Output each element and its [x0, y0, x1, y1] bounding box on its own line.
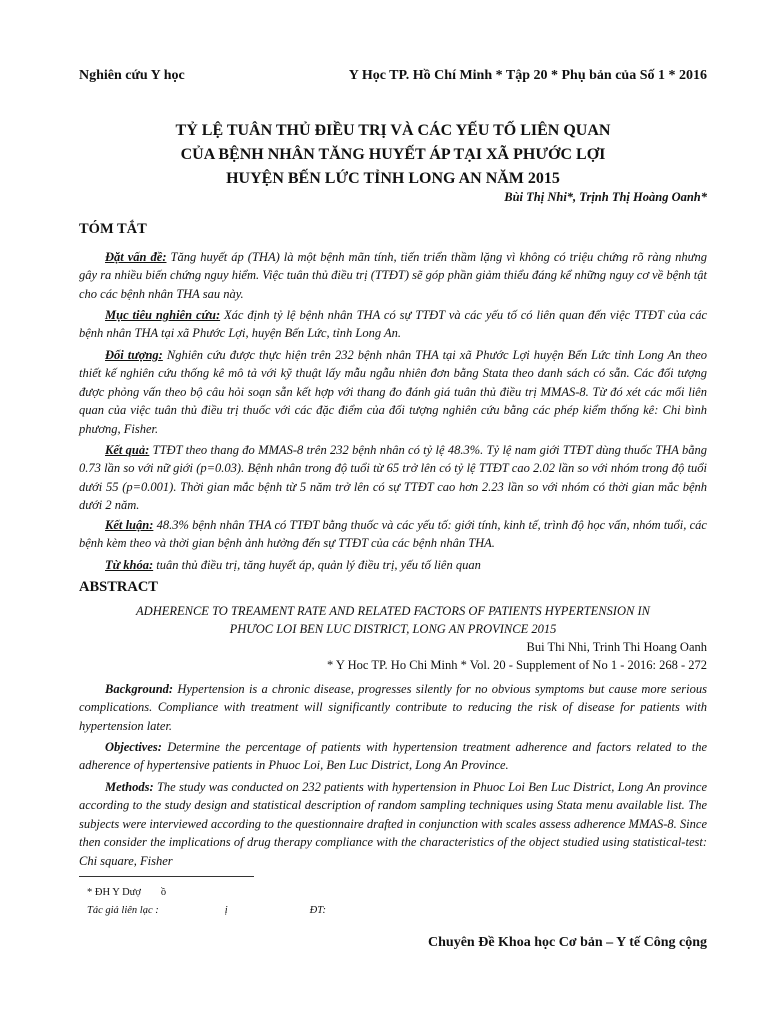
label-doi-tuong: Đối tượng: [105, 348, 163, 362]
english-authors: Bui Thi Nhi, Trinh Thi Hoang Oanh [526, 640, 707, 654]
paragraph-doi-tuong [79, 346, 707, 438]
author-list: Bùi Thị Nhi*, Trịnh Thị Hoàng Oanh* [504, 190, 707, 204]
label-ket-luan: Kết luận: [105, 518, 154, 532]
paragraph-dat-van-de [79, 248, 707, 303]
text-tu-khoa: tuân thủ điều trị, tăng huyết áp, quản lý điều trị, yếu tố liên quan [153, 558, 481, 572]
paragraph-ket-luan [79, 516, 707, 553]
english-title-line-1: ADHERENCE TO TREAMENT RATE AND RELATED FACTORS OF PATIENTS HYPERTENSION IN [136, 604, 650, 618]
footnote-rule [79, 876, 254, 877]
article-title [79, 119, 707, 191]
text-dat-van-de: Tăng huyết áp (THA) là một bệnh mãn tính, tiến triển thầm lặng vì không có triệu chứng rõ ràng nhưng gây ra nhiều biến chứng nguy hiểm. Việc tuân thủ điều trị (TTĐT) sẽ góp phần giảm thiểu đáng kể những nguy cơ về bệnh tật cho các bệnh nhân THA sau này. [79, 250, 707, 301]
text-ket-qua: TTĐT theo thang đo MMAS-8 trên 232 bệnh nhân có tỷ lệ 48.3%. Tỷ lệ nam giới TTĐT dùng thuốc THA bằng 0.73 lần so với nữ giới (p=0.03). Bệnh nhân trong độ tuổi từ 65 trở lên có tỷ lệ TTĐT cao 2.02 lần so với nhóm trong độ tuổi dưới 55 (p=0.001). Thời gian mắc bệnh từ 5 năm trở lên có sự TTĐT cao hơn 2.23 lần so với nhóm có thời gian mắc bệnh dưới 2 năm. [79, 443, 707, 513]
text-methods: The study was conducted on 232 patients with hypertension in Phuoc Loi Ben Luc District, Long An province according to the study design and statistical description of random sampling techniques using Stata menu available list. The subjects were interviewed according to the questionnaire drafted in conjunction with scales assess adherence MMAS-8. Since then consider the implications of drug therapy compliance with the characteristics of the object studied using statistical-test: Chi square, Fisher [79, 780, 707, 868]
footnote-contact-a: Tác giả liên lạc : [87, 905, 159, 916]
paragraph-background [79, 680, 707, 735]
label-background: Background: [105, 682, 174, 696]
footnote-affiliation [87, 887, 166, 898]
footnote-contact [87, 905, 326, 916]
paragraph-muc-tieu [79, 306, 707, 343]
footnote-affiliation-b: ồ [160, 887, 167, 898]
footnote-contact-b: ị [224, 905, 228, 916]
label-muc-tieu: Mục tiêu nghiên cứu: [105, 308, 221, 322]
paragraph-ket-qua [79, 441, 707, 515]
english-citation: * Y Hoc TP. Ho Chi Minh * Vol. 20 - Supplement of No 1 - 2016: 268 - 272 [327, 658, 707, 672]
running-footer: Chuyên Đề Khoa học Cơ bản – Y tế Công cộng [428, 935, 707, 950]
text-objectives: Determine the percentage of patients with hypertension treatment adherence and factors related to the adherence of hypertensive patients in Phuoc Loi, Ben Luc District, Long An Province. [79, 740, 707, 773]
abstract-heading: ABSTRACT [79, 579, 158, 595]
paragraph-methods [79, 778, 707, 870]
label-tu-khoa: Từ khóa: [105, 558, 154, 572]
text-muc-tieu: Xác định tỷ lệ bệnh nhân THA có sự TTĐT và các yếu tố có liên quan đến việc TTĐT của các bệnh nhân THA tại xã Phước Lợi, huyện Bến Lức, tỉnh Long An. [79, 308, 707, 341]
english-title-line-2: PHƯOC LOI BEN LUC DISTRICT, LONG AN PROVINCE 2015 [229, 622, 557, 637]
label-dat-van-de: Đặt vấn đề: [105, 250, 167, 264]
header-left: Nghiên cứu Y học [79, 68, 185, 83]
paragraph-tu-khoa [79, 556, 707, 574]
title-line-1: TỶ LỆ TUÂN THỦ ĐIỀU TRỊ VÀ CÁC YẾU TỐ LIÊN QUAN [175, 122, 611, 139]
title-line-3: HUYỆN BẾN LỨC TỈNH LONG AN NĂM 2015 [226, 170, 560, 187]
title-line-2: CỦA BỆNH NHÂN TĂNG HUYẾT ÁP TẠI XÃ PHƯỚC LỢI [180, 146, 606, 163]
tomtat-heading: TÓM TẮT [79, 221, 147, 237]
text-ket-luan: 48.3% bệnh nhân THA có TTĐT bằng thuốc và các yếu tố: giới tính, kinh tế, trình độ học vấn, nhóm tuổi, các bệnh kèm theo và thời gian bệnh ảnh hưởng đến sự TTĐT của các bệnh nhân THA. [79, 518, 707, 551]
footnote-contact-c: ĐT: [309, 905, 327, 916]
english-title [79, 602, 707, 639]
paragraph-objectives [79, 738, 707, 775]
running-header [79, 68, 707, 84]
label-ket-qua: Kết quả: [105, 443, 150, 457]
header-right: Y Học TP. Hồ Chí Minh * Tập 20 * Phụ bản của Số 1 * 2016 [348, 68, 707, 83]
label-methods: Methods: [105, 780, 154, 794]
label-objectives: Objectives: [105, 740, 162, 754]
text-doi-tuong: Nghiên cứu được thực hiện trên 232 bệnh nhân THA tại xã Phước Lợi huyện Bến Lức tỉnh Long An theo thiết kế nghiên cứu thống kê mô tả với kỹ thuật lấy mẫu ngẫu nhiên đơn bằng Stata theo danh sách có sẵn. Các đối tượng được phỏng vấn theo bộ câu hỏi soạn sẵn kết hợp với thang đo đánh giá tuân thủ điều trị MMAS-8. Từ đó xét các mối liên quan của việc tuân thủ điều trị thuốc với các đặc điểm của đối tượng nghiên cứu bằng các phép kiểm thống kê: Chi bình phương, Fisher. [79, 348, 707, 436]
footnote-affiliation-a: * ĐH Y Dượ [87, 887, 141, 898]
text-background: Hypertension is a chronic disease, progresses silently for no obvious symptoms but cause more serious complications. Compliance with treatment will significantly contribute to reducing the risk of disease for patients with hypertension later. [79, 682, 707, 733]
